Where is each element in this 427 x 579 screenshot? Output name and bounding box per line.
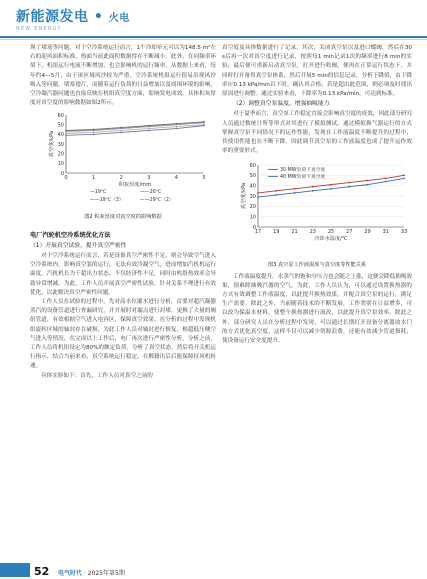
paragraph: 对于夏季而言，真空泵工作稳定直接会影响真空度的成效，因此部分研究人员通过数统计所等形式对其进行了模拟测试。通过模拟换气器运行的方式掌握真空泵不同情况下的运作性能，发现在工作液温度不断提升的过程中，其使用性能也在不断下降。因此调节真空泵的工作液温度也成了提升运作效率的重要形式。 (222, 111, 413, 155)
data-point (176, 128, 178, 130)
data-point (93, 134, 95, 136)
paragraph: 真空度及具体数据进行了记录。其次，关闭真空泵以及进口蝶阀，然后在30 s后再一次对真空度进行记录，按照每1 min记录1次的频率进行8 min的实验，最后便可重新启动真空泵，打开进行收阀，便再在正常运行状态下，并同时打开备用真空泵体系，然后开展5 min的信息记录，分析下降值，由下降率应0.13 kPa/min以下时，确认其合格；若是超出此范围，则必须及时找出原因进行调整。通过实验来看，下降率为0.13 kPa/min，可达到标准。 (222, 45, 412, 98)
data-point (275, 190, 277, 192)
data-point (367, 184, 369, 186)
fig3-chart (222, 159, 412, 259)
publication-name: 电气时代 (58, 570, 83, 577)
data-point (176, 124, 178, 126)
data-point (257, 192, 259, 194)
header-divider (0, 36, 427, 38)
x-tick-label: 17 (254, 229, 262, 236)
journal-section-title (16, 6, 130, 26)
data-point (403, 178, 405, 180)
legend-entry: ——20℃ (140, 190, 162, 196)
data-point (348, 182, 350, 184)
issue-info: · 2025年第5期 (83, 570, 125, 577)
page-number: 52 (34, 565, 50, 578)
y-tick-label: 40 (57, 132, 64, 139)
figure-caption: 图3 真空泵工作液温度与真空度等性能关系 (267, 262, 367, 269)
data-point (148, 130, 150, 132)
y-tick-label: 30 (57, 142, 64, 149)
data-point (294, 188, 296, 190)
data-point (275, 195, 277, 197)
data-point (176, 126, 178, 128)
data-point (294, 192, 296, 194)
data-point (403, 175, 405, 177)
data-point (93, 132, 95, 134)
x-tick-label: 19 (273, 229, 280, 236)
data-point (312, 186, 314, 188)
data-point (65, 131, 67, 133)
y-tick-label: 30 (249, 194, 256, 201)
data-point (203, 125, 205, 127)
series-line (258, 179, 404, 198)
data-point (203, 122, 205, 124)
section-heading: 电厂汽轮机空冷系统优化方法 (30, 231, 111, 239)
data-point (148, 126, 150, 128)
data-point (257, 197, 259, 199)
data-point (385, 181, 387, 183)
x-tick-label: 5 (202, 175, 206, 182)
y-tick-label: 60 (249, 163, 256, 170)
left-column (30, 44, 216, 381)
x-tick-label: 27 (346, 229, 353, 236)
data-point (120, 132, 122, 134)
paragraph: 对于空冷系统运行而言，若是设备真空严密性不足，则会导致空气进入空冷系统内，影响真空装的运行，无法有效冷凝空气，进而增加汽机机运行温度。汽机机长为干超出力状态，不仅经济性不足，同时由机组热效率会导致异常增减。为此，工作人员开展真空严密性试验，针对关系不理进行有效优化，以此解决真空严密性问题。 (30, 253, 216, 296)
x-tick-label: 4 (174, 175, 178, 182)
data-point (312, 190, 314, 192)
y-tick-label: 0 (252, 225, 256, 232)
subsection-heading: （2）调整真空泵温度，增强抽吸能力 (233, 101, 330, 108)
data-point (385, 178, 387, 180)
data-point (367, 180, 369, 182)
x-axis-label: 冷却水温度/℃ (314, 236, 348, 243)
figure-caption: 图2 积灰厚度对真空度的影响数据 (84, 214, 162, 221)
right-column (222, 44, 412, 346)
legend-entry: —19℃ (90, 190, 107, 196)
data-point (65, 133, 67, 135)
title-separator: • (93, 9, 104, 25)
x-tick-label: 29 (364, 229, 371, 236)
x-tick-label: 1 (92, 175, 96, 182)
data-point (330, 184, 332, 186)
y-tick-label: 40 (249, 183, 256, 190)
section-name: 新能源发电 (16, 9, 89, 25)
page-footer (0, 563, 427, 579)
x-tick-label: 21 (291, 229, 298, 236)
data-point (148, 128, 150, 130)
paragraph: 现了堵塞等问题，对于空冷系统运行而言，1个冷却单元可以为148.5 m²左右的迎风面积标准，热面当前此面积数据得在不断减小。此外，在同频率环境下，机组运行电流不断增加，也会影响机的运行频率，从数据上来看，每年约4—5月，由于该区域风沙较为严重，空冷系统机组运行很易出现风沙吸入等问题，堵塞翅片，而随着运行负荷的日益增加以及周围环境的影响，空冷凝汽器问题也直接反映在机组真空度方面，影响发电成效。具体积灰厚度对真空度的影响数据如图2所示。 (30, 45, 216, 107)
x-tick-label: 23 (309, 229, 316, 236)
subsection-heading: （1）开展真空试验，提升真空严密性 (30, 242, 127, 249)
data-point (120, 130, 122, 132)
y-tick-label: 50 (57, 122, 64, 129)
x-tick-label: 31 (382, 229, 389, 236)
x-tick-label: 0 (64, 175, 68, 182)
x-tick-label: 25 (327, 229, 335, 236)
x-tick-label: 33 (400, 229, 408, 236)
legend-entry: 30 MW负荷下真空度 (280, 168, 326, 174)
data-point (120, 128, 122, 130)
y-axis-label: 真空度/kPa (241, 183, 247, 210)
data-point (65, 135, 67, 137)
legend-entry: 40 MW负荷下真空度 (280, 175, 326, 181)
fig2-chart (30, 111, 216, 211)
y-tick-label: 50 (249, 173, 256, 180)
x-axis-label: 积灰厚度/mm (118, 182, 152, 189)
section-subname: 火电 (108, 13, 130, 24)
y-tick-label: 10 (249, 214, 256, 221)
publication-info (58, 568, 125, 577)
paragraph: 具体实验如下：首先，工作人员对真空之前的 (41, 372, 153, 379)
section-subtitle-en: NEW ENERGY (16, 26, 62, 32)
y-tick-label: 20 (57, 151, 64, 158)
data-point (93, 130, 95, 132)
y-tick-label: 60 (57, 113, 64, 120)
y-tick-label: 20 (249, 204, 256, 211)
legend-entry: ——29℃（2） (140, 198, 174, 204)
series-line (66, 125, 204, 134)
paragraph: 工作人员在试验的过程中，先对高水位灌水进行分析，首要对超汽凝器蒸汽的设备管道进行查漏研究，并开展时对漏点进行封堵。更换了大量的阀组管道，有效根据空气进入电容区，保障真空效果。在分析的过程中发现机组旋转区域的轴封存在破损，为此工作人员对轴封进行修复，根超低压侧空气进入等情况，在完成以上工作后，电厂再次进行严密性分析，分析之前，工作人员将机组设定为80%的额定负荷，分析了真空状态，然后将开关机运行指示，结合当前来看，真空系统运行稳定，在解籍出后后能保障持风机转速。 (30, 299, 216, 370)
header-divider-thin (0, 39, 427, 40)
x-tick-label: 3 (147, 175, 151, 182)
y-axis-label: 真空度/kPa (49, 131, 55, 158)
footer-accent-bar (0, 563, 30, 577)
x-tick-label: 2 (119, 175, 123, 182)
paragraph: 工作液温度提升，水蒸气的饱和分压力也会随之上涨，这便会降低抽吸效果，很难除抽吸汽器的空气。为此，工作人员认为，可以通过设置换热器的方式有效调整工作液温度，以此提升换热效果，并配合真空泵的运行，满足生产需要。除此之外，当前随着技术的不断发展，工作类别在日益增多，可以改为保温水材料，使整个换热器进行流改，以此提升真空泵效率。除此之外，部分研究人员在分析过程中发现，可以通过长期打开设备分离器放水门的方式优化真空度，这样不仅可以减少资源浪费，还能有效减少管道损耗，使设备运行安全度提升。 (222, 273, 413, 345)
data-point (348, 186, 350, 188)
data-point (330, 188, 332, 190)
y-tick-label: 10 (57, 161, 64, 168)
y-tick-label: 0 (60, 171, 64, 178)
legend-entry: ——19℃（3） (90, 198, 124, 204)
